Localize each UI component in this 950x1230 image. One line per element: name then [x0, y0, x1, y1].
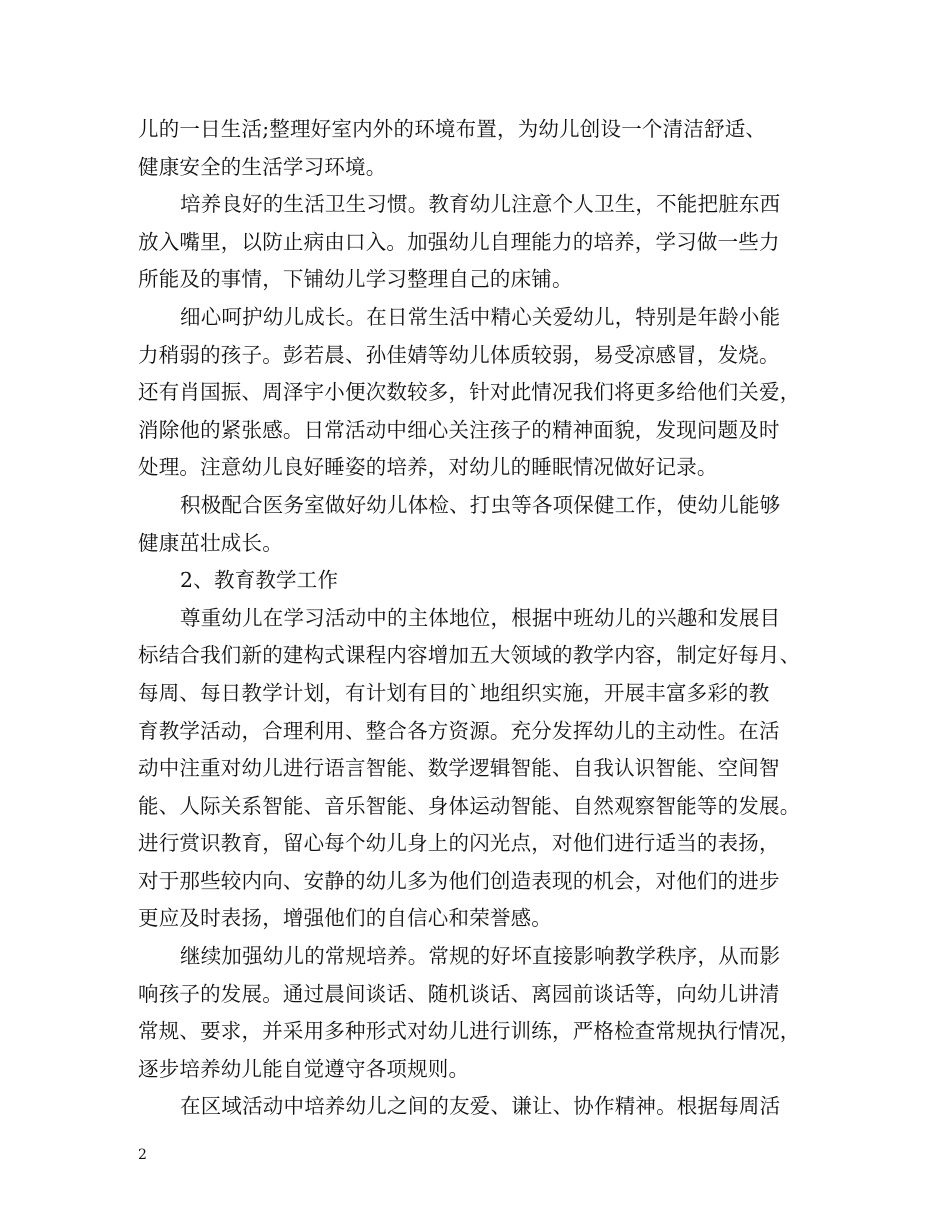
text-line: 常规、要求，并采用多种形式对幼儿进行训练，严格检查常规执行情况，	[138, 1019, 801, 1044]
paragraph-start-line: 尊重幼儿在学习活动中的主体地位，根据中班幼儿的兴趣和发展目	[180, 605, 781, 630]
text-line: 所能及的事情，下铺幼儿学习整理自己的床铺。	[138, 267, 573, 292]
text-line: 放入嘴里，以防止病由口入。加强幼儿自理能力的培养，学习做一些力	[138, 229, 780, 254]
text-line: 儿的一日生活;整理好室内外的环境布置，为幼儿创设一个清洁舒适、	[138, 117, 767, 141]
paragraph-start-line: 继续加强幼儿的常规培养。常规的好坏直接影响教学秩序，从而影	[180, 944, 781, 969]
text-line: 标结合我们新的建构式课程内容增加五大领域的教学内容，制定好每月、	[138, 643, 801, 668]
text-line: 还有肖国振、周泽宇小便次数较多，针对此情况我们将更多给他们关爱，	[138, 380, 801, 405]
paragraph-start-line: 细心呵护幼儿成长。在日常生活中精心关爱幼儿，特别是年龄小能	[180, 304, 781, 329]
text-line: 力稍弱的孩子。彭若晨、孙佳婧等幼儿体质较弱，易受凉感冒，发烧。	[138, 342, 780, 367]
text-line: 进行赏识教育，留心每个幼儿身上的闪光点，对他们进行适当的表扬，	[138, 831, 780, 856]
text-line: 育教学活动，合理利用、整合各方资源。充分发挥幼儿的主动性。在活	[138, 718, 780, 743]
text-line: 每周、每日教学计划，有计划有目的`地组织实施，开展丰富多彩的教	[138, 680, 770, 705]
text-line: 消除他的紧张感。日常活动中细心关注孩子的精神面貌，发现问题及时	[138, 417, 780, 442]
text-line: 健康安全的生活学习环境。	[138, 154, 387, 179]
text-line: 动中注重对幼儿进行语言智能、数学逻辑智能、自我认识智能、空间智	[138, 756, 780, 781]
text-line: 能、人际关系智能、音乐智能、身体运动智能、自然观察智能等的发展。	[138, 793, 801, 818]
document-body	[138, 111, 828, 1126]
paragraph-start-line: 在区域活动中培养幼儿之间的友爱、谦让、协作精神。根据每周活	[180, 1094, 781, 1119]
text-line: 响孩子的发展。通过晨间谈话、随机谈话、离园前谈话等，向幼儿讲清	[138, 981, 780, 1006]
text-line: 更应及时表扬，增强他们的自信心和荣誉感。	[138, 906, 552, 931]
text-line: 健康茁壮成长。	[138, 530, 283, 555]
text-line: 对于那些较内向、安静的幼儿多为他们创造表现的机会，对他们的进步	[138, 868, 780, 893]
text-line: 处理。注意幼儿良好睡姿的培养，对幼儿的睡眠情况做好记录。	[138, 455, 718, 480]
paragraph-start-line: 积极配合医务室做好幼儿体检、打虫等各项保健工作，使幼儿能够	[180, 492, 781, 517]
page-number: 2	[138, 1147, 147, 1163]
text-line: 逐步培养幼儿能自觉遵守各项规则。	[138, 1056, 470, 1081]
paragraph-start-line: 培养良好的生活卫生习惯。教育幼儿注意个人卫生，不能把脏东西	[180, 192, 781, 217]
section-heading: 2、教育教学工作	[180, 568, 339, 593]
